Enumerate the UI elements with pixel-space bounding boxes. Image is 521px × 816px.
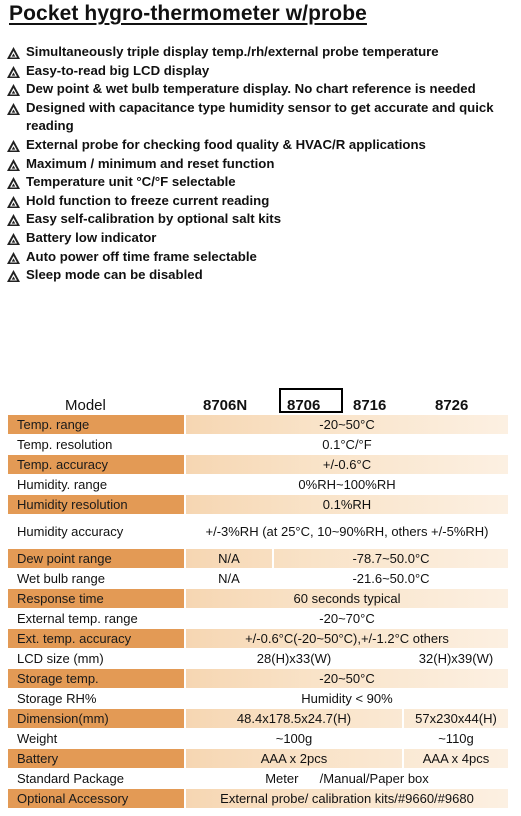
spec-label: Storage RH% bbox=[17, 691, 97, 706]
warning-triangle-icon bbox=[7, 269, 20, 281]
spec-label: Humidity accuracy bbox=[17, 524, 124, 539]
page-title: Pocket hygro-thermometer w/probe bbox=[9, 2, 367, 25]
spec-value: Meter /Manual/Paper box bbox=[265, 771, 429, 786]
warning-triangle-icon bbox=[7, 46, 20, 58]
spec-label: Temp. resolution bbox=[17, 437, 113, 452]
spec-value: ~110g bbox=[438, 731, 474, 746]
feature-text: Designed with capacitance type humidity sensor to get accurate and quick reading bbox=[26, 99, 494, 134]
spec-value: -20~50°C bbox=[319, 671, 375, 686]
warning-triangle-icon bbox=[7, 251, 20, 263]
spec-row bbox=[8, 609, 508, 629]
feature-item bbox=[7, 192, 517, 211]
spec-values bbox=[184, 515, 508, 548]
spec-value: ~100g bbox=[186, 729, 404, 748]
spec-value: External probe/ calibration kits/#9660/#9680 bbox=[220, 791, 474, 806]
model-8706n: 8706N bbox=[203, 397, 248, 414]
spec-values bbox=[184, 609, 508, 628]
spec-label: Humidity resolution bbox=[8, 495, 184, 514]
spec-value: 60 seconds typical bbox=[293, 591, 401, 606]
spec-values bbox=[184, 629, 508, 648]
spec-value: -21.6~50.0°C bbox=[352, 571, 430, 586]
feature-text: Battery low indicator bbox=[26, 229, 157, 245]
spec-values bbox=[184, 669, 508, 688]
spec-values bbox=[184, 789, 508, 808]
warning-triangle-icon bbox=[7, 65, 20, 77]
spec-row bbox=[8, 709, 508, 729]
spec-value: +/-0.6°C bbox=[322, 457, 372, 472]
feature-text: Hold function to freeze current reading bbox=[26, 192, 270, 208]
spec-label: Optional Accessory bbox=[8, 789, 184, 808]
feature-text: External probe for checking food quality & HVAC/R applications bbox=[26, 136, 426, 152]
spec-label: Standard Package bbox=[17, 771, 124, 786]
spec-label: Weight bbox=[17, 731, 58, 746]
spec-value: +/-3%RH (at 25°C, 10~90%RH, others +/-5%RH) bbox=[205, 523, 489, 539]
warning-triangle-icon bbox=[7, 83, 20, 95]
spec-label: Wet bulb range bbox=[17, 571, 105, 586]
spec-value: 32(H)x39(W) bbox=[418, 651, 494, 666]
spec-values bbox=[184, 549, 508, 568]
spec-value: AAA x 2pcs bbox=[186, 749, 404, 768]
warning-triangle-icon bbox=[7, 176, 20, 188]
warning-triangle-icon bbox=[7, 232, 20, 244]
spec-value: 0.1°C/°F bbox=[322, 437, 372, 452]
feature-text: Easy self-calibration by optional salt kits bbox=[26, 211, 282, 227]
spec-label: Dew point range bbox=[8, 549, 184, 568]
spec-row bbox=[8, 435, 508, 455]
spec-value: AAA x 4pcs bbox=[422, 751, 490, 766]
feature-item bbox=[7, 99, 511, 136]
spec-values bbox=[184, 435, 508, 454]
spec-label: External temp. range bbox=[17, 611, 138, 626]
feature-item bbox=[7, 266, 517, 285]
spec-values bbox=[184, 689, 508, 708]
spec-values bbox=[184, 649, 508, 668]
spec-row bbox=[8, 769, 508, 789]
spec-value: 28(H)x33(W) bbox=[186, 649, 404, 668]
model-label: Model bbox=[65, 397, 106, 414]
warning-triangle-icon bbox=[7, 102, 20, 114]
model-header-row bbox=[0, 397, 521, 415]
feature-text: Maximum / minimum and reset function bbox=[26, 155, 275, 171]
feature-item bbox=[7, 136, 517, 155]
feature-item bbox=[7, 80, 517, 99]
feature-item bbox=[7, 62, 517, 81]
spec-values bbox=[184, 769, 508, 788]
spec-value: -20~50°C bbox=[319, 417, 375, 432]
feature-item bbox=[7, 229, 517, 248]
spec-row bbox=[8, 749, 508, 769]
spec-row bbox=[8, 669, 508, 689]
spec-row bbox=[8, 589, 508, 609]
spec-label: Storage temp. bbox=[8, 669, 184, 688]
spec-row bbox=[8, 789, 508, 809]
feature-text: Simultaneously triple display temp./rh/external probe temperature bbox=[26, 44, 439, 59]
spec-value: Humidity < 90% bbox=[301, 691, 393, 706]
spec-label: Temp. range bbox=[8, 415, 184, 434]
feature-item bbox=[7, 155, 517, 174]
spec-row bbox=[8, 649, 508, 669]
spec-values bbox=[184, 475, 508, 494]
spec-values bbox=[184, 729, 508, 748]
spec-values bbox=[184, 569, 508, 588]
spec-label: Dimension(mm) bbox=[8, 709, 184, 728]
feature-item bbox=[7, 43, 517, 62]
spec-row bbox=[8, 495, 508, 515]
feature-list bbox=[7, 43, 517, 285]
spec-label: Humidity. range bbox=[17, 477, 108, 492]
model-8706: 8706 bbox=[287, 397, 321, 414]
warning-triangle-icon bbox=[7, 139, 20, 151]
spec-values bbox=[184, 589, 508, 608]
feature-text: Temperature unit °C/°F selectable bbox=[26, 174, 236, 190]
spec-values bbox=[184, 495, 508, 514]
spec-row bbox=[8, 729, 508, 749]
spec-row bbox=[8, 415, 508, 435]
model-8716: 8716 bbox=[353, 397, 387, 414]
spec-label: Response time bbox=[8, 589, 184, 608]
warning-triangle-icon bbox=[7, 195, 20, 207]
spec-label: Battery bbox=[8, 749, 184, 768]
feature-item bbox=[7, 173, 517, 192]
warning-triangle-icon bbox=[7, 213, 20, 225]
spec-row bbox=[8, 549, 508, 569]
spec-label: Temp. accuracy bbox=[8, 455, 184, 474]
spec-values bbox=[184, 709, 508, 728]
spec-row bbox=[8, 475, 508, 495]
feature-text: Dew point & wet bulb temperature display. No chart reference is needed bbox=[26, 81, 476, 97]
spec-row bbox=[8, 515, 508, 549]
feature-item bbox=[7, 210, 517, 229]
spec-table bbox=[8, 415, 508, 809]
spec-value: -20~70°C bbox=[319, 611, 375, 626]
model-8726: 8726 bbox=[435, 397, 469, 414]
spec-value: -78.7~50.0°C bbox=[352, 551, 430, 566]
spec-value: 48.4x178.5x24.7(H) bbox=[186, 709, 404, 728]
spec-row bbox=[8, 689, 508, 709]
spec-value: N/A bbox=[186, 549, 274, 568]
feature-text: Sleep mode can be disabled bbox=[26, 267, 203, 283]
spec-value: 0%RH~100%RH bbox=[298, 477, 396, 492]
spec-row bbox=[8, 629, 508, 649]
feature-text: Auto power off time frame selectable bbox=[26, 248, 257, 264]
spec-values bbox=[184, 455, 508, 474]
spec-row bbox=[8, 569, 508, 589]
spec-value: 57x230x44(H) bbox=[415, 711, 497, 726]
spec-label: Ext. temp. accuracy bbox=[8, 629, 184, 648]
warning-triangle-icon bbox=[7, 158, 20, 170]
feature-text: Easy-to-read big LCD display bbox=[26, 62, 210, 78]
spec-row bbox=[8, 455, 508, 475]
spec-label: LCD size (mm) bbox=[17, 651, 104, 666]
spec-values bbox=[184, 749, 508, 768]
spec-value: 0.1%RH bbox=[322, 497, 372, 512]
spec-values bbox=[184, 415, 508, 434]
spec-value: +/-0.6°C(-20~50°C),+/-1.2°C others bbox=[245, 631, 449, 646]
feature-item bbox=[7, 248, 517, 267]
spec-value: N/A bbox=[186, 569, 274, 588]
